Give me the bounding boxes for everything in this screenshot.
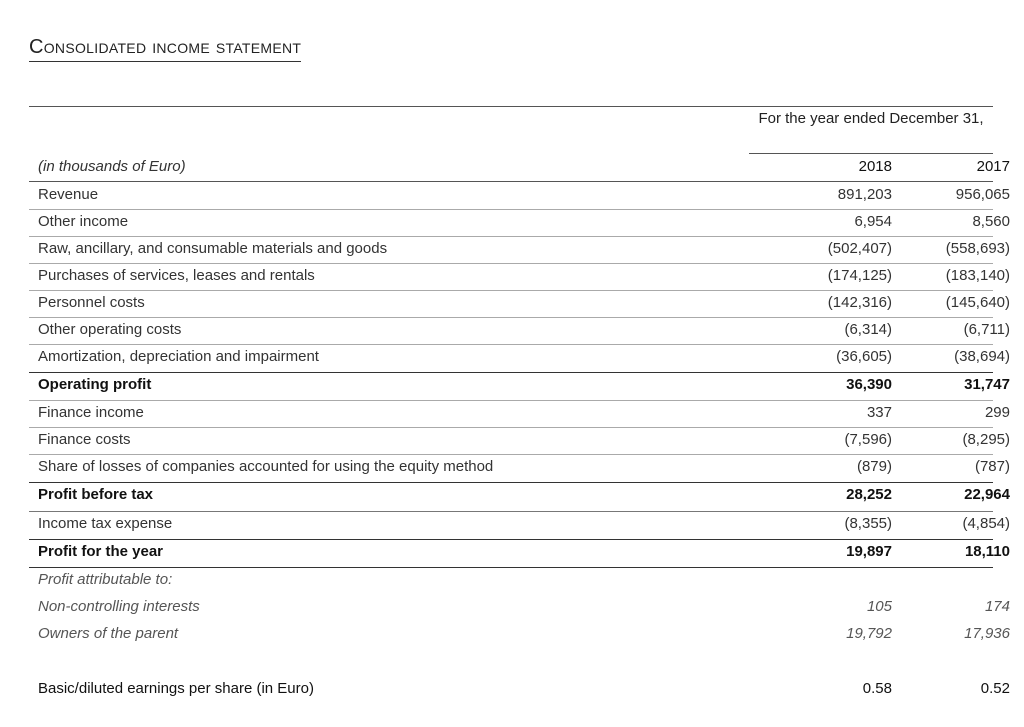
- table-row: [29, 511, 1010, 538]
- row-label: Share of losses of companies accounted for using the equity method: [38, 458, 494, 475]
- value-2017: (38,694): [954, 348, 1010, 365]
- value-2017: (183,140): [945, 267, 1010, 284]
- row-label: Amortization, depreciation and impairment: [38, 348, 319, 365]
- value-2018: 105: [866, 598, 892, 615]
- value-2017: (787): [974, 458, 1010, 475]
- year-2017-header: 2017: [976, 158, 1010, 175]
- value-2018: (36,605): [836, 348, 892, 365]
- table-row: [29, 182, 1010, 209]
- value-2018: 19,897: [846, 543, 892, 560]
- table-row: [29, 454, 1010, 481]
- table-row: [29, 209, 1010, 236]
- value-2017: 956,065: [955, 186, 1010, 203]
- row-label: Profit attributable to:: [38, 571, 173, 588]
- row-label: Raw, ancillary, and consumable materials and goods: [38, 240, 388, 257]
- row-label: Owners of the parent: [38, 625, 179, 642]
- row-label: Finance costs: [38, 431, 131, 448]
- statement-title: Consolidated income statement: [29, 36, 301, 62]
- value-2018: 36,390: [846, 376, 892, 393]
- row-label: Finance income: [38, 404, 144, 421]
- row-label: Personnel costs: [38, 294, 145, 311]
- table-row: [29, 290, 1010, 317]
- value-2018: 337: [866, 404, 892, 421]
- value-2018: (7,596): [844, 431, 892, 448]
- table-top-rule: [29, 106, 993, 107]
- value-2018: (8,355): [844, 515, 892, 532]
- value-2017: 299: [984, 404, 1010, 421]
- value-2018: 891,203: [837, 186, 892, 203]
- table-row: [29, 594, 1010, 621]
- row-label: Other operating costs: [38, 321, 182, 338]
- value-2018: (6,314): [844, 321, 892, 338]
- value-2018: (174,125): [827, 267, 892, 284]
- value-2017: 22,964: [964, 486, 1010, 503]
- table-row: [29, 621, 1010, 648]
- table-row: [29, 344, 1010, 371]
- column-header-row: [29, 154, 1010, 181]
- row-label: Purchases of services, leases and rentals: [38, 267, 315, 284]
- table-row: [29, 427, 1010, 454]
- row-label: Revenue: [38, 186, 99, 203]
- row-label: Non-controlling interests: [38, 598, 200, 615]
- value-2018: 6,954: [854, 213, 892, 230]
- table-row: [29, 539, 1010, 566]
- row-label: Profit for the year: [38, 543, 164, 560]
- row-label: Other income: [38, 213, 129, 230]
- year-2018-header: 2018: [858, 158, 892, 175]
- table-row: [29, 676, 1010, 703]
- row-label: Operating profit: [38, 376, 152, 393]
- value-2017: (8,295): [962, 431, 1010, 448]
- table-row: [29, 482, 1010, 509]
- value-2017: 18,110: [964, 543, 1010, 560]
- table-row: [29, 317, 1010, 344]
- value-2017: 8,560: [972, 213, 1010, 230]
- value-2017: (558,693): [945, 240, 1010, 257]
- value-2017: (145,640): [945, 294, 1010, 311]
- table-row: [29, 236, 1010, 263]
- value-2018: 0.58: [862, 680, 892, 697]
- value-2017: (4,854): [962, 515, 1010, 532]
- table-row: [29, 400, 1010, 427]
- table-row: [29, 263, 1010, 290]
- value-2017: 17,936: [964, 625, 1010, 642]
- value-2017: 31,747: [964, 376, 1010, 393]
- value-2018: (142,316): [827, 294, 892, 311]
- row-label: Income tax expense: [38, 515, 173, 532]
- value-2017: (6,711): [963, 321, 1010, 338]
- table-row: [29, 567, 993, 594]
- table-row: [29, 372, 1010, 399]
- value-2018: (879): [856, 458, 892, 475]
- value-2018: (502,407): [827, 240, 892, 257]
- period-header: For the year ended December 31,: [758, 110, 984, 127]
- value-2018: 19,792: [846, 625, 892, 642]
- unit-label: (in thousands of Euro): [38, 158, 186, 175]
- value-2017: 174: [984, 598, 1010, 615]
- row-label: Profit before tax: [38, 486, 154, 503]
- row-label: Basic/diluted earnings per share (in Euro): [38, 680, 314, 697]
- value-2017: 0.52: [980, 680, 1010, 697]
- value-2018: 28,252: [846, 486, 892, 503]
